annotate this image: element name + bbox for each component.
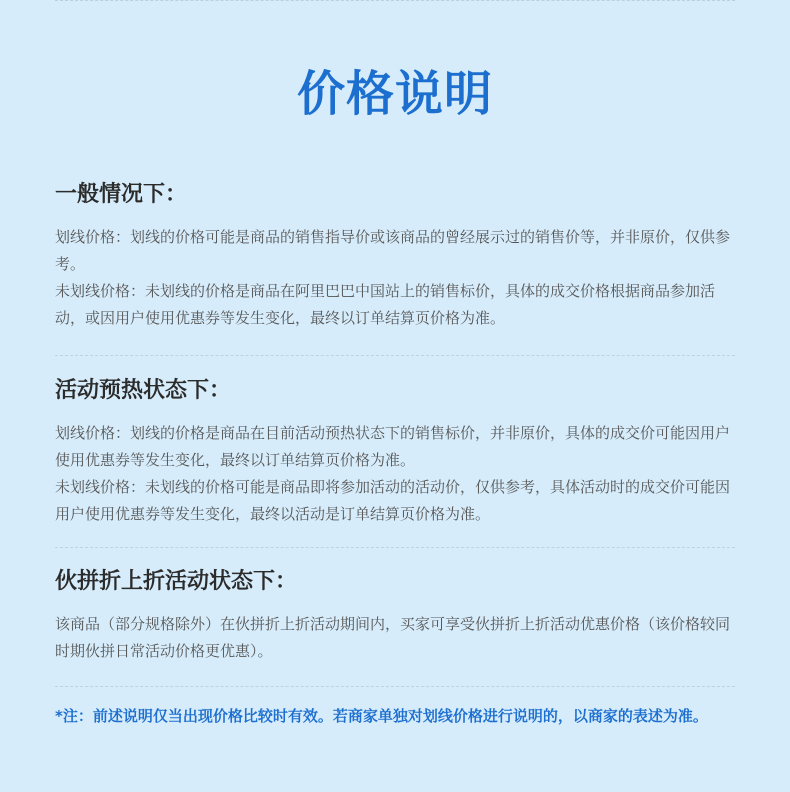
section-divider [55, 547, 735, 548]
regular-price-paragraph: 未划线价格：未划线的价格可能是商品即将参加活动的活动价，仅供参考，具体活动时的成交价可能因用户使用优惠券等发生变化，最终以活动是订单结算页价格为准。 [55, 478, 731, 523]
footnote: *注：前述说明仅当出现价格比较时有效。若商家单独对划线价格进行说明的，以商家的表述为准。 [55, 707, 708, 725]
section-preheat [55, 376, 738, 528]
section-divider [55, 355, 735, 356]
page-title: 价格说明 [296, 66, 493, 122]
section-general [55, 180, 738, 332]
section-heading: 伙拼折上折活动状态下： [55, 569, 298, 594]
regular-price-paragraph: 未划线价格：未划线的价格是商品在阿里巴巴中国站上的销售标价，具体的成交价格根据商品参加活动，或因用户使用优惠券等发生变化，最终以订单结算页价格为准。 [55, 282, 716, 327]
section-divider [55, 686, 735, 687]
section-heading: 一般情况下： [55, 182, 188, 207]
top-divider [55, 0, 735, 1]
section-heading: 活动预热状态下： [55, 378, 232, 403]
strikethrough-price-paragraph: 划线价格：划线的价格可能是商品的销售指导价或该商品的曾经展示过的销售价等，并非原价，仅供参考。 [55, 228, 731, 273]
group-buy-paragraph: 该商品（部分规格除外）在伙拼折上折活动期间内，买家可享受伙拼折上折活动优惠价格（该价格较同时期伙拼日常活动价格更优惠）。 [55, 615, 731, 660]
section-group-buy [55, 567, 738, 665]
strikethrough-price-paragraph: 划线价格：划线的价格是商品在目前活动预热状态下的销售标价，并非原价，具体的成交价可能因用户使用优惠券等发生变化，最终以订单结算页价格为准。 [55, 424, 731, 469]
